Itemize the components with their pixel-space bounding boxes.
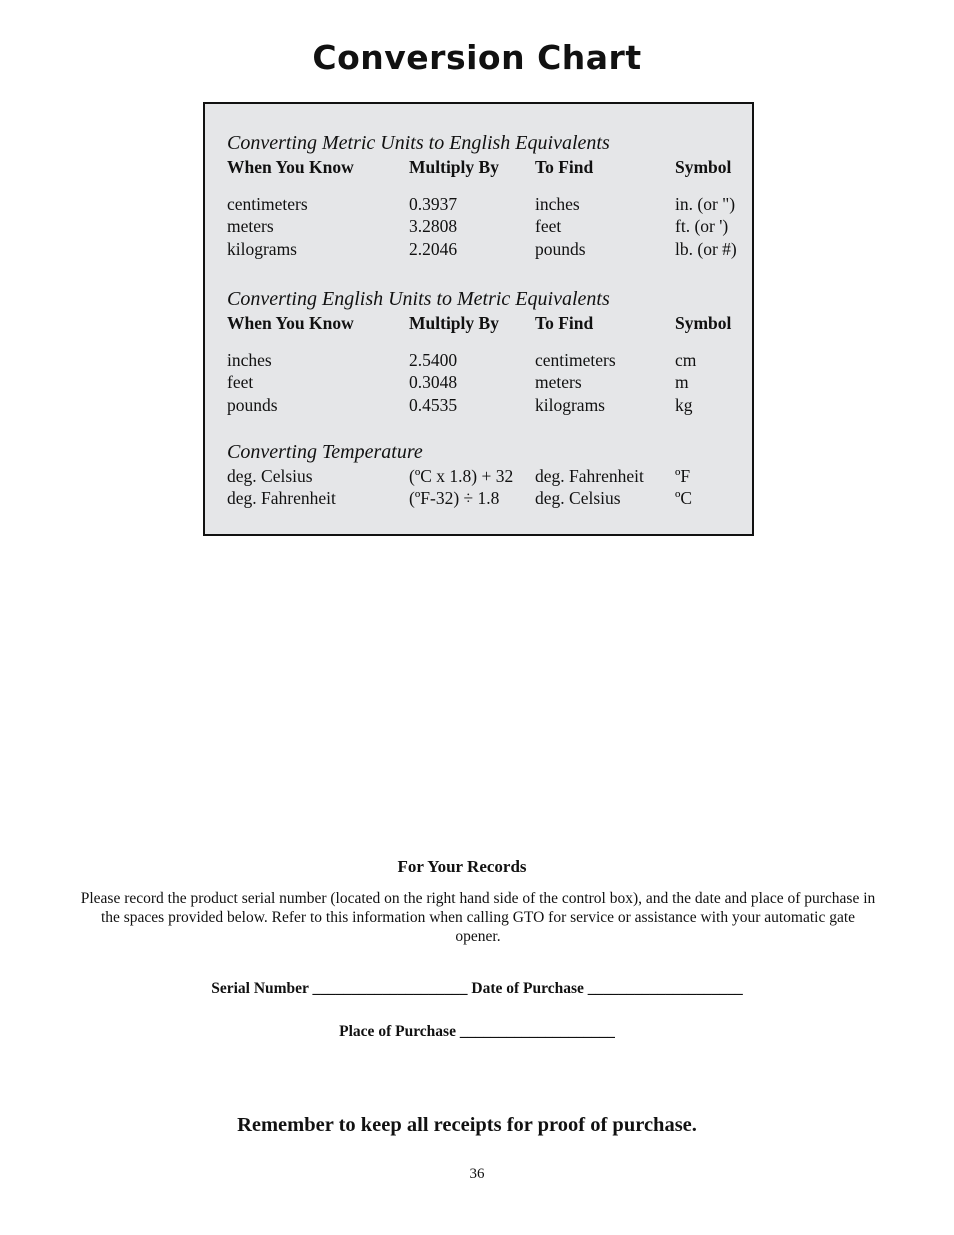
cell-multiply-by: 3.2808 [409,216,458,236]
section-title-metric-to-english: Converting Metric Units to English Equivalents [227,132,610,154]
header-when-you-know: When You Know [227,157,354,177]
cell-when-you-know: kilograms [227,239,297,259]
cell-when-you-know: deg. Fahrenheit [227,488,336,508]
records-instructions: Please record the product serial number (located on the right hand side of the control box), and the date and place of purchase in the spaces provided below. Refer to this information when calling GTO for service or assistance with your automatic gate opener. [80,890,876,945]
cell-symbol: in. (or ") [675,194,736,214]
cell-multiply-by: 2.5400 [409,350,458,370]
cell-multiply-by: 0.3048 [409,372,458,392]
cell-when-you-know: inches [227,350,272,370]
cell-multiply-by: 2.2046 [409,239,458,259]
cell-multiply-by: (ºF-32) ÷ 1.8 [409,488,500,508]
cell-when-you-know: centimeters [227,194,308,214]
header-multiply-by: Multiply By [409,313,499,333]
cell-to-find: meters [535,372,582,392]
section-title-temperature: Converting Temperature [227,441,423,463]
header-to-find: To Find [535,157,594,177]
cell-to-find: inches [535,194,580,214]
page-number: 36 [469,1166,485,1182]
cell-symbol: cm [675,350,697,370]
cell-symbol: kg [675,395,693,415]
cell-to-find: deg. Fahrenheit [535,466,644,486]
cell-to-find: pounds [535,239,586,259]
records-title: For Your Records [397,857,527,876]
cell-symbol: ºF [675,466,691,486]
cell-symbol: ºC [675,488,693,508]
place-of-purchase-field: Place of Purchase ____________________ [339,1023,615,1040]
cell-multiply-by: 0.3937 [409,194,458,214]
header-symbol: Symbol [675,313,732,333]
cell-to-find: deg. Celsius [535,488,621,508]
cell-when-you-know: meters [227,216,274,236]
page-title: Conversion Chart [312,38,642,77]
header-when-you-know: When You Know [227,313,354,333]
cell-to-find: kilograms [535,395,605,415]
cell-when-you-know: deg. Celsius [227,466,313,486]
cell-symbol: ft. (or ') [675,216,729,236]
cell-symbol: m [675,372,689,392]
header-to-find: To Find [535,313,594,333]
section-title-english-to-metric: Converting English Units to Metric Equivalents [227,288,610,310]
header-symbol: Symbol [675,157,732,177]
cell-to-find: centimeters [535,350,616,370]
cell-to-find: feet [535,216,562,236]
cell-when-you-know: pounds [227,395,278,415]
header-multiply-by: Multiply By [409,157,499,177]
receipts-reminder: Remember to keep all receipts for proof of purchase. [237,1114,697,1136]
cell-multiply-by: 0.4535 [409,395,458,415]
cell-symbol: lb. (or #) [675,239,737,259]
cell-multiply-by: (ºC x 1.8) + 32 [409,466,514,486]
cell-when-you-know: feet [227,372,254,392]
serial-date-fields: Serial Number ____________________ Date of Purchase ____________________ [211,980,743,997]
conversion-chart-box [203,102,754,536]
